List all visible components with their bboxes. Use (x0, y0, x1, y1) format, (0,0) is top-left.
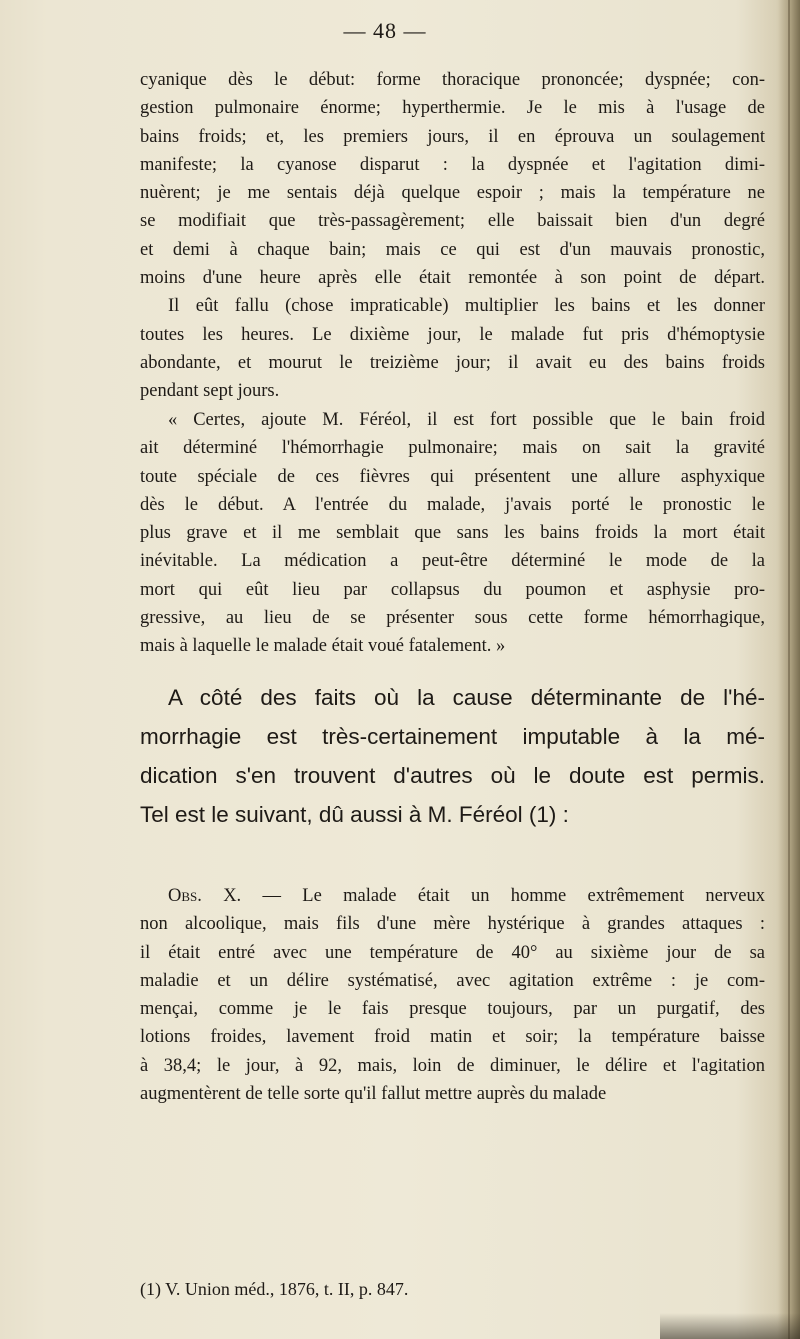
text-line: morrhagie est très-certainement imputable à la mé- (140, 724, 765, 749)
text-line (140, 882, 765, 910)
text-line: bains froids; et, les premiers jours, il en éprouva un soulagement (140, 126, 765, 147)
text-line: dication s'en trouvent d'autres où le doute est permis. (140, 763, 765, 788)
text-line: lotions froides, lavement froid matin et soir; la température baisse (140, 1027, 765, 1048)
paragraph-transition (140, 678, 765, 834)
text-line: et demi à chaque bain; mais ce qui est d'un mauvais pronostic, (140, 239, 765, 260)
text-line: mençai, comme je le fais presque toujours, par un purgatif, des (140, 999, 765, 1020)
text-line: manifeste; la cyanose disparut : la dyspnée et l'agitation dimi- (140, 154, 765, 175)
text-line: se modifiait que très-passagèrement; elle baissait bien d'un degré (140, 211, 765, 232)
text-line: toutes les heures. Le dixième jour, le malade fut pris d'hémoptysie (140, 324, 765, 345)
text-line: plus grave et il me semblait que sans les bains froids la mort était (140, 523, 765, 544)
text-line: cyanique dès le début: forme thoracique prononcée; dyspnée; con- (140, 70, 765, 90)
text-line: ait déterminé l'hémorrhagie pulmonaire; mais on sait la gravité (140, 438, 765, 459)
text-line: maladie et un délire systématisé, avec agitation extrême : je com- (140, 970, 765, 991)
scan-corner-shadow (660, 1313, 800, 1339)
paragraph-case-narrative (140, 66, 765, 406)
text-line: A côté des faits où la cause déterminante de l'hé- (168, 685, 765, 710)
text-line: nuèrent; je me sentais déjà quelque espoir ; mais la température ne (140, 183, 765, 204)
text-line: mais à laquelle le malade était voué fatalement. » (140, 636, 506, 657)
footnote: (1) V. Union méd., 1876, t. II, p. 847. (140, 1279, 409, 1299)
page-number: — 48 — (343, 18, 427, 43)
text-line: pendant sept jours. (140, 381, 280, 402)
text-line: à 38,4; le jour, à 92, mais, loin de diminuer, le délire et l'agitation (140, 1055, 765, 1076)
text-line: dès le début. A l'entrée du malade, j'avais porté le pronostic le (140, 494, 765, 515)
text-line: inévitable. La médication a peut-être déterminé le mode de la (140, 551, 765, 572)
paragraph-observation (140, 882, 765, 1108)
binding-edge (788, 0, 790, 1339)
text-line: Tel est le suivant, dû aussi à M. Féréol (1) : (140, 802, 569, 827)
observation-label: Obs. X. (168, 886, 242, 906)
text-line: il était entré avec une température de 40° au sixième jour de sa (140, 942, 765, 963)
text-line: Il eût fallu (chose impraticable) multiplier les bains et les donner (168, 296, 765, 317)
text-line: augmentèrent de telle sorte qu'il fallut mettre auprès du malade (140, 1084, 607, 1105)
text-line: gressive, au lieu de se présenter sous cette forme hémorrhagique, (140, 608, 765, 629)
text-line: mort qui eût lieu par collapsus du poumon et asphysie pro- (140, 579, 765, 600)
text-line: abondante, et mourut le treizième jour; il avait eu des bains froids (140, 352, 765, 373)
text-line: « Certes, ajoute M. Féréol, il est fort possible que le bain froid (168, 410, 765, 430)
text-line: gestion pulmonaire énorme; hyperthermie. Je le mis à l'usage de (140, 98, 765, 119)
text-line: toute spéciale de ces fièvres qui présentent une allure asphyxique (140, 466, 765, 487)
text-line: moins d'une heure après elle était remontée à son point de départ. (140, 268, 765, 289)
observation-first-line: — Le malade était un homme extrêmement nerveux (241, 886, 765, 906)
paragraph-quotation (140, 406, 765, 661)
text-line: non alcoolique, mais fils d'une mère hystérique à grandes attaques : (140, 914, 765, 935)
